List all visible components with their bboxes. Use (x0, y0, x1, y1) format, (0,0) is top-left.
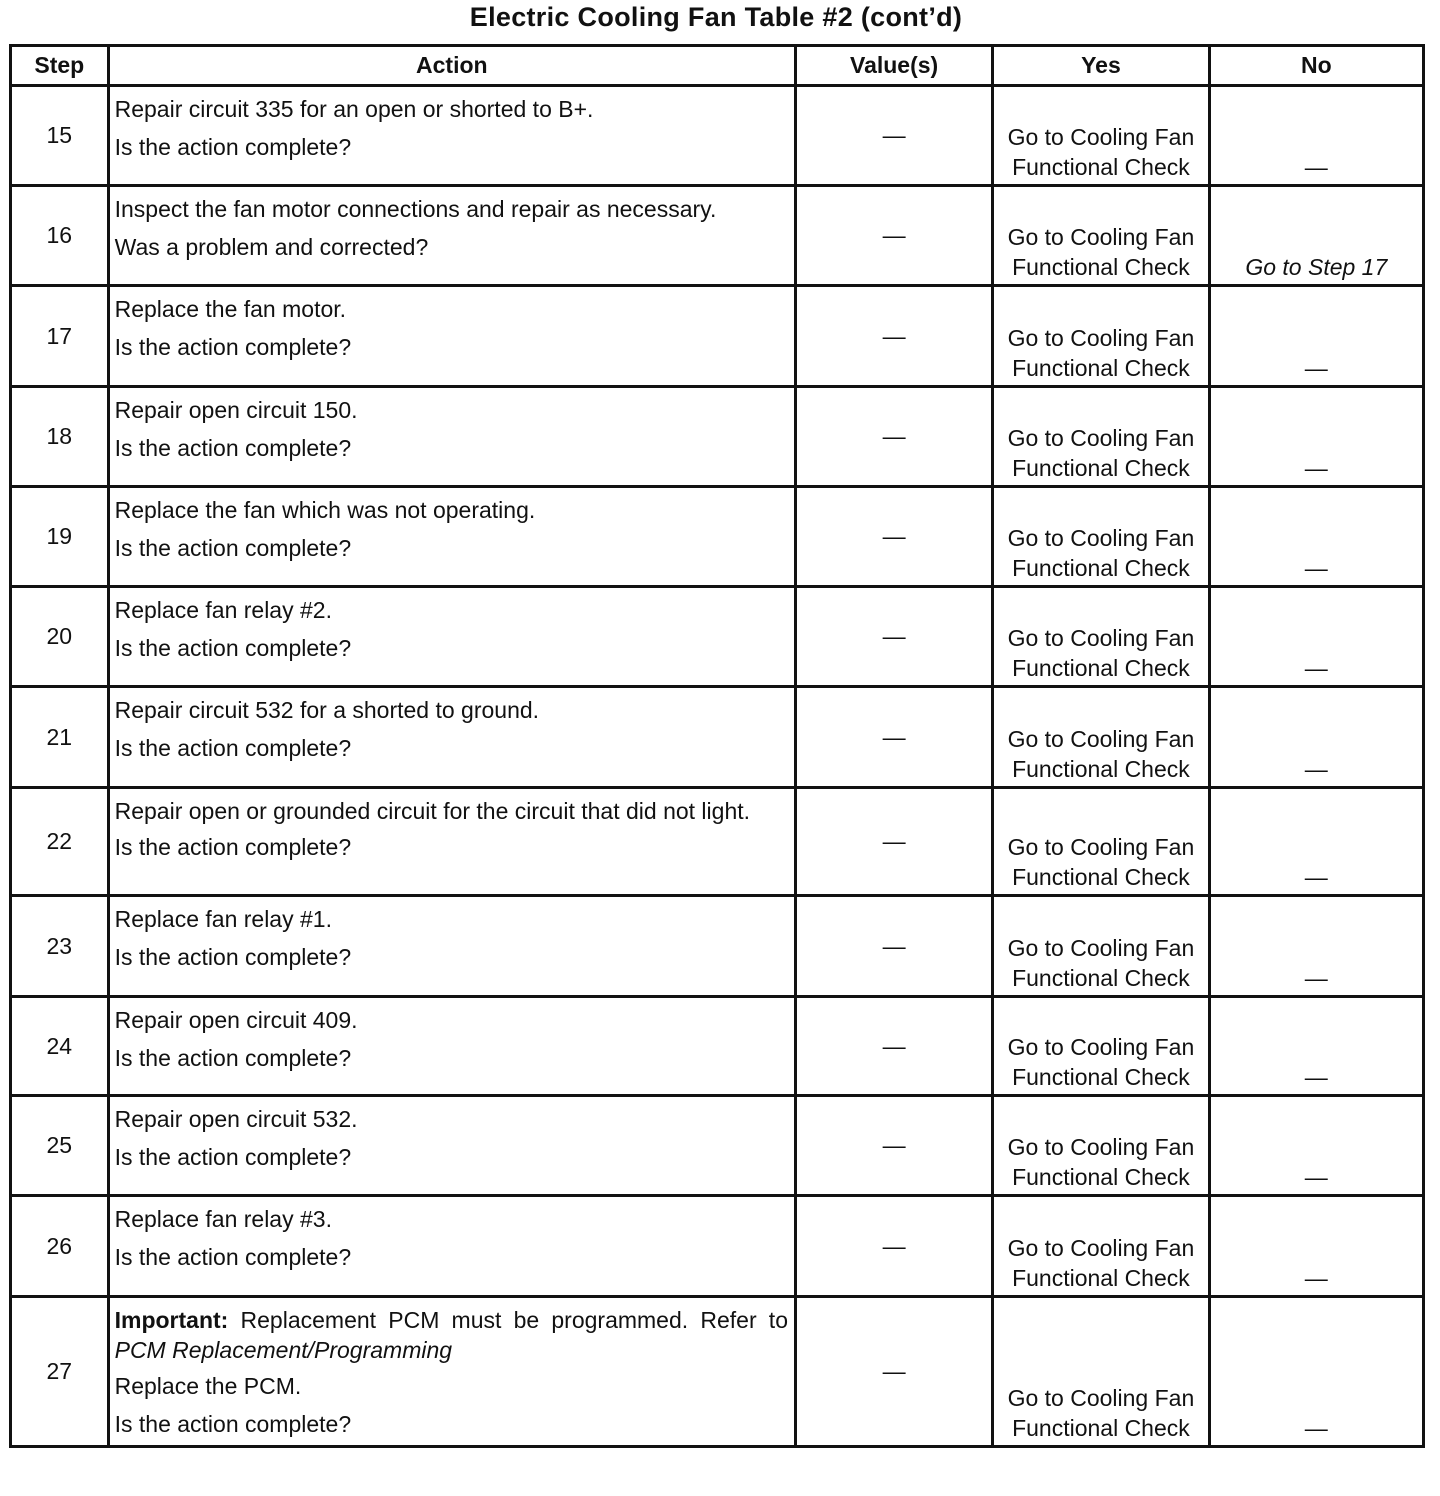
yes-cell: Go to Cooling Fan Functional Check (993, 896, 1209, 997)
action-instruction: Repair open circuit 150. (114, 397, 358, 423)
action-cell (108, 1096, 795, 1196)
important-note (115, 1305, 788, 1365)
action-cell (108, 896, 795, 997)
page-title: Electric Cooling Fan Table #2 (cont’d) (469, 2, 963, 32)
action-question: Is the action complete? (114, 435, 352, 461)
action-instruction: Replace fan relay #1. (114, 906, 332, 932)
value-cell: — (795, 997, 992, 1096)
action-cell (108, 86, 795, 186)
table-row (11, 1196, 1424, 1297)
value-cell: — (795, 788, 992, 896)
yes-cell: Go to Cooling Fan Functional Check (993, 86, 1209, 186)
step-number: 19 (11, 487, 109, 587)
action-instruction: Repair circuit 532 for a shorted to ground. (114, 697, 540, 723)
yes-cell: Go to Cooling Fan Functional Check (993, 1297, 1209, 1447)
value-cell: — (795, 587, 992, 687)
action-question: Is the action complete? (114, 535, 352, 561)
step-number: 17 (11, 286, 109, 387)
action-instruction: Inspect the fan motor connections and repair as necessary. (114, 196, 717, 222)
table-row (11, 1096, 1424, 1196)
table-header-row (11, 46, 1424, 86)
action-instruction: Replace the fan motor. (114, 296, 347, 322)
action-cell (108, 687, 795, 788)
step-number: 16 (11, 186, 109, 286)
table-row (11, 997, 1424, 1096)
action-instruction: Repair open circuit 409. (114, 1007, 358, 1033)
value-cell: — (795, 1196, 992, 1297)
step-number: 24 (11, 997, 109, 1096)
step-number: 26 (11, 1196, 109, 1297)
no-cell: — (1209, 1196, 1423, 1297)
no-cell: — (1209, 587, 1423, 687)
action-instruction: Replace the fan which was not operating. (114, 497, 536, 523)
action-cell (108, 1196, 795, 1297)
action-cell (108, 997, 795, 1096)
step-number: 18 (11, 387, 109, 487)
action-question: Is the action complete? (114, 944, 352, 970)
no-cell: — (1209, 896, 1423, 997)
yes-cell: Go to Cooling Fan Functional Check (993, 997, 1209, 1096)
action-cell (108, 587, 795, 687)
value-cell: — (795, 86, 992, 186)
action-instruction: Repair open circuit 532. (114, 1106, 358, 1132)
action-instruction: Repair circuit 335 for an open or shorted to B+. (114, 96, 594, 122)
value-cell: — (795, 896, 992, 997)
no-cell: — (1209, 487, 1423, 587)
action-cell (108, 286, 795, 387)
step-number: 22 (11, 788, 109, 896)
yes-cell: Go to Cooling Fan Functional Check (993, 487, 1209, 587)
header-action: Action (108, 46, 795, 86)
action-question: Is the action complete? (114, 1144, 352, 1170)
step-number: 23 (11, 896, 109, 997)
action-cell (108, 487, 795, 587)
no-cell: — (1209, 687, 1423, 788)
table-row (11, 186, 1424, 286)
action-cell (108, 1297, 795, 1447)
value-cell: — (795, 186, 992, 286)
header-step: Step (11, 46, 109, 86)
step-number: 25 (11, 1096, 109, 1196)
table-row (11, 86, 1424, 186)
action-question: Is the action complete? (114, 334, 352, 360)
important-text: Replacement PCM must be programmed. Refer to (240, 1307, 788, 1333)
yes-cell: Go to Cooling Fan Functional Check (993, 387, 1209, 487)
action-question: Is the action complete? (114, 134, 352, 160)
header-yes: Yes (993, 46, 1209, 86)
yes-cell: Go to Cooling Fan Functional Check (993, 788, 1209, 896)
yes-cell: Go to Cooling Fan Functional Check (993, 1196, 1209, 1297)
no-cell: Go to Step 17 (1209, 186, 1423, 286)
yes-cell: Go to Cooling Fan Functional Check (993, 186, 1209, 286)
no-cell: — (1209, 387, 1423, 487)
no-cell: — (1209, 86, 1423, 186)
action-question: Was a problem and corrected? (114, 234, 429, 260)
action-instruction: Replace fan relay #3. (114, 1206, 332, 1232)
action-instruction: Repair open or grounded circuit for the circuit that did not light. (114, 798, 751, 824)
no-cell: — (1209, 1297, 1423, 1447)
step-number: 21 (11, 687, 109, 788)
table-row (11, 587, 1424, 687)
header-no: No (1209, 46, 1423, 86)
action-cell (108, 788, 795, 896)
step-number: 20 (11, 587, 109, 687)
table-row (11, 896, 1424, 997)
yes-cell: Go to Cooling Fan Functional Check (993, 1096, 1209, 1196)
yes-cell: Go to Cooling Fan Functional Check (993, 286, 1209, 387)
action-cell (108, 387, 795, 487)
action-instruction: Replace the PCM. (114, 1373, 302, 1399)
table-row (11, 286, 1424, 387)
action-instruction: Replace fan relay #2. (114, 597, 332, 623)
diagnostic-table (9, 44, 1425, 1448)
action-question: Is the action complete? (114, 1411, 352, 1437)
no-cell: — (1209, 997, 1423, 1096)
table-row (11, 1297, 1424, 1447)
action-question: Is the action complete? (114, 1045, 352, 1071)
action-question: Is the action complete? (114, 735, 352, 761)
value-cell: — (795, 387, 992, 487)
no-cell: — (1209, 788, 1423, 896)
action-question: Is the action complete? (114, 635, 352, 661)
value-cell: — (795, 687, 992, 788)
action-question: Is the action complete? (114, 834, 352, 860)
step-number: 27 (11, 1297, 109, 1447)
value-cell: — (795, 1096, 992, 1196)
value-cell: — (795, 487, 992, 587)
important-reference: PCM Replacement/Programming (114, 1337, 453, 1363)
yes-cell: Go to Cooling Fan Functional Check (993, 687, 1209, 788)
table-row (11, 788, 1424, 896)
table-row (11, 487, 1424, 587)
important-label: Important: (114, 1307, 229, 1333)
action-cell (108, 186, 795, 286)
no-cell: — (1209, 286, 1423, 387)
value-cell: — (795, 1297, 992, 1447)
action-question: Is the action complete? (114, 1244, 352, 1270)
step-number: 15 (11, 86, 109, 186)
value-cell: — (795, 286, 992, 387)
no-cell: — (1209, 1096, 1423, 1196)
yes-cell: Go to Cooling Fan Functional Check (993, 587, 1209, 687)
table-row (11, 387, 1424, 487)
header-values: Value(s) (795, 46, 992, 86)
table-row (11, 687, 1424, 788)
